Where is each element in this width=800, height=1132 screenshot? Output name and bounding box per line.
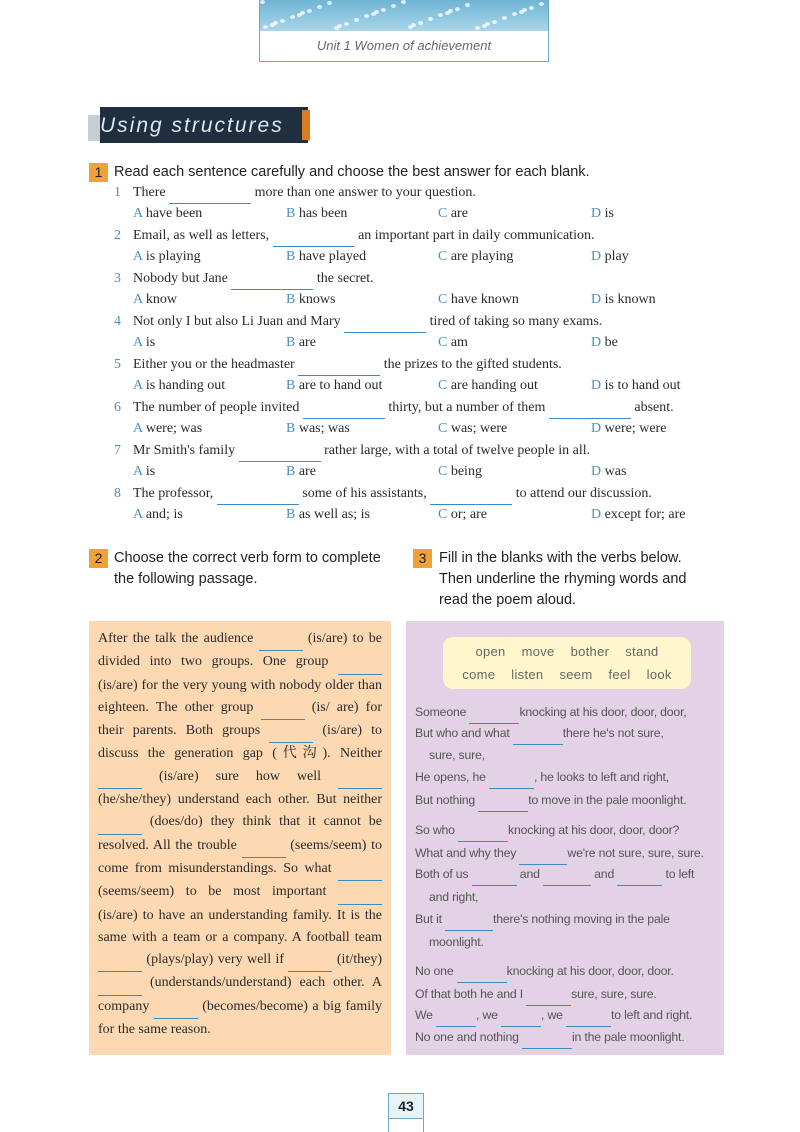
- option-text: was: [601, 464, 627, 479]
- answer-blank[interactable]: [526, 983, 571, 1006]
- section-title: Using structures: [100, 114, 284, 137]
- poem-line: [415, 983, 657, 1006]
- answer-blank[interactable]: [522, 1026, 572, 1049]
- answer-blank[interactable]: [617, 863, 662, 886]
- exercise-2-instruction: [114, 548, 381, 590]
- answer-blank[interactable]: [549, 398, 631, 419]
- question-number: 6: [114, 400, 121, 415]
- answer-option[interactable]: [591, 462, 626, 482]
- answer-option[interactable]: [591, 333, 618, 353]
- question-number: 1: [114, 185, 121, 200]
- exercise-3-instruction-line: Fill in the blanks with the verbs below.: [439, 550, 682, 566]
- question: [114, 183, 476, 204]
- option-letter: D: [591, 464, 602, 479]
- poem-text: But it: [415, 912, 446, 926]
- option-letter: C: [438, 378, 448, 393]
- poem-text: But nothing: [415, 793, 479, 807]
- option-letter: A: [133, 378, 143, 393]
- poem-text: and: [590, 867, 618, 881]
- poem-line: [429, 744, 485, 766]
- exercise-3-instruction-line: Then underline the rhyming words and: [439, 571, 687, 587]
- option-letter: C: [438, 249, 448, 264]
- option-text: is playing: [142, 249, 201, 264]
- option-letter: B: [286, 464, 296, 479]
- option-letter: A: [133, 464, 143, 479]
- answer-blank[interactable]: [273, 226, 355, 247]
- answer-blank[interactable]: [338, 766, 382, 789]
- option-text: are: [295, 335, 316, 350]
- answer-blank[interactable]: [261, 697, 305, 720]
- option-letter: D: [591, 507, 602, 522]
- answer-blank[interactable]: [513, 722, 563, 745]
- poem-text: Of that both he and I: [415, 987, 527, 1001]
- word-bank-row: [443, 644, 691, 659]
- passage-segment: (seems/seem) to be most important: [98, 884, 338, 900]
- answer-option[interactable]: [133, 505, 183, 525]
- question-text: thirty, but a number of them: [388, 400, 549, 415]
- exercise-3-instruction-line: read the poem aloud.: [439, 592, 577, 608]
- answer-option[interactable]: [133, 462, 155, 482]
- answer-option[interactable]: [286, 376, 382, 396]
- question-text: Email, as well as letters,: [133, 228, 273, 243]
- option-letter: C: [438, 335, 448, 350]
- answer-option[interactable]: [438, 247, 513, 267]
- answer-option[interactable]: [133, 419, 202, 439]
- section-banner: [88, 107, 318, 143]
- answer-blank[interactable]: [98, 949, 142, 972]
- answer-option[interactable]: [286, 505, 370, 525]
- answer-option[interactable]: [591, 204, 614, 224]
- exercise-2-number: 2: [89, 549, 108, 568]
- option-text: are playing: [447, 249, 514, 264]
- answer-option[interactable]: [438, 505, 487, 525]
- answer-blank[interactable]: [430, 484, 512, 505]
- answer-blank[interactable]: [472, 863, 517, 886]
- answer-option[interactable]: [286, 462, 316, 482]
- question: [114, 484, 652, 505]
- poem-text: to left: [662, 867, 695, 881]
- poem-text: sure, sure,: [429, 748, 485, 762]
- running-header: [259, 0, 549, 62]
- answer-option[interactable]: [438, 204, 468, 224]
- option-letter: B: [286, 335, 296, 350]
- option-text: was; was: [295, 421, 350, 436]
- option-letter: A: [133, 507, 143, 522]
- unit-title: Unit 1 Women of achievement: [316, 38, 492, 53]
- question-text: some of his assistants,: [302, 486, 431, 501]
- question-number: 2: [114, 228, 121, 243]
- question-number: 7: [114, 443, 121, 458]
- question-number: 8: [114, 486, 121, 501]
- answer-blank[interactable]: [154, 996, 198, 1019]
- poem-text: to move in the pale moonlight.: [528, 793, 687, 807]
- option-text: as well as; is: [295, 507, 370, 522]
- answer-blank[interactable]: [298, 355, 380, 376]
- option-text: or; are: [447, 507, 487, 522]
- option-text: was; were: [447, 421, 508, 436]
- option-text: were; was: [142, 421, 203, 436]
- exercise-3-instruction: [439, 548, 686, 611]
- answer-blank[interactable]: [338, 881, 382, 904]
- poem-text: sure, sure, sure.: [571, 987, 657, 1001]
- question-text: Not only I but also Li Juan and Mary: [133, 314, 345, 329]
- poem-line: [415, 960, 674, 983]
- poem-line: [415, 701, 687, 724]
- option-text: is: [142, 464, 156, 479]
- poem-text: in the pale moonlight.: [571, 1030, 685, 1044]
- option-text: is: [601, 206, 614, 221]
- poem-text: moonlight.: [429, 935, 484, 949]
- poem-text: Both of us: [415, 867, 472, 881]
- poem-text: No one: [415, 964, 457, 978]
- poem-line: [415, 722, 664, 745]
- option-text: knows: [295, 292, 336, 307]
- word-bank-item: look: [646, 667, 672, 682]
- option-letter: A: [133, 421, 143, 436]
- option-text: is: [142, 335, 156, 350]
- passage-text: [98, 628, 382, 1041]
- question: [114, 441, 590, 462]
- answer-blank[interactable]: [338, 858, 382, 881]
- answer-blank[interactable]: [543, 863, 591, 886]
- option-text: are to hand out: [295, 378, 383, 393]
- option-letter: D: [591, 378, 602, 393]
- passage-segment: (is/are) to discuss the generation gap (代沟). Neither: [98, 723, 383, 762]
- answer-blank[interactable]: [231, 269, 313, 290]
- option-letter: C: [438, 421, 448, 436]
- question: [114, 312, 602, 333]
- option-letter: B: [286, 292, 296, 307]
- answer-option[interactable]: [133, 247, 201, 267]
- word-bank-item: move: [521, 644, 555, 659]
- answer-option[interactable]: [286, 419, 350, 439]
- option-text: being: [447, 464, 482, 479]
- answer-option[interactable]: [286, 247, 366, 267]
- answer-option[interactable]: [286, 204, 347, 224]
- answer-option[interactable]: [133, 204, 202, 224]
- answer-blank[interactable]: [242, 835, 286, 858]
- exercise-3-number: 3: [413, 549, 432, 568]
- question-text: the prizes to the gifted students.: [383, 357, 562, 372]
- poem-text: to left and right.: [611, 1008, 693, 1022]
- answer-blank[interactable]: [98, 972, 142, 995]
- option-letter: A: [133, 249, 143, 264]
- answer-blank[interactable]: [98, 766, 142, 789]
- question: [114, 226, 594, 247]
- option-letter: D: [591, 206, 602, 221]
- question-text: tired of taking so many exams.: [429, 314, 603, 329]
- answer-blank[interactable]: [469, 701, 519, 724]
- poem-text: He opens, he: [415, 770, 489, 784]
- answer-option[interactable]: [133, 290, 177, 310]
- option-letter: C: [438, 206, 448, 221]
- question: [114, 398, 674, 419]
- poem-line: [415, 863, 694, 886]
- passage-segment: (is/are) for the very young with nobody older than eighteen. The other group: [98, 677, 382, 715]
- page-number-stem: [388, 1119, 424, 1132]
- option-letter: A: [133, 292, 143, 307]
- poem-text: Someone: [415, 705, 470, 719]
- option-text: and; is: [142, 507, 183, 522]
- option-letter: B: [286, 421, 296, 436]
- option-text: are: [295, 464, 316, 479]
- passage-segment: (is/ are) for their parents. Both groups: [98, 699, 382, 739]
- answer-option[interactable]: [438, 462, 482, 482]
- option-letter: D: [591, 292, 602, 307]
- question-text: more than one answer to your question.: [254, 185, 476, 200]
- question-number: 4: [114, 314, 121, 329]
- option-text: know: [142, 292, 177, 307]
- answer-blank[interactable]: [288, 949, 332, 972]
- option-text: be: [601, 335, 618, 350]
- option-text: have been: [142, 206, 203, 221]
- poem-text: knocking at his door, door, door,: [519, 705, 687, 719]
- passage-segment: (is/are) sure how well: [142, 768, 338, 784]
- answer-blank[interactable]: [478, 789, 528, 812]
- option-letter: A: [133, 206, 143, 221]
- passage-segment: (he/she/they) understand each other. But neither: [98, 792, 382, 808]
- passage-segment: (plays/play) very well if: [142, 952, 289, 968]
- poem-text: and right,: [429, 890, 479, 904]
- answer-blank[interactable]: [259, 628, 303, 651]
- answer-blank[interactable]: [457, 960, 507, 983]
- poem-line: [415, 766, 669, 789]
- poem-text: we're not sure, sure, sure.: [567, 846, 704, 860]
- passage-segment: (is/are) to be divided into two groups. One group: [98, 631, 383, 670]
- answer-blank[interactable]: [98, 811, 142, 834]
- question-text: Nobody but Jane: [133, 271, 232, 286]
- exercise-1-number: 1: [89, 163, 108, 182]
- question-number: 5: [114, 357, 121, 372]
- option-text: is known: [601, 292, 656, 307]
- answer-option[interactable]: [591, 419, 666, 439]
- answer-blank[interactable]: [303, 398, 385, 419]
- answer-blank[interactable]: [489, 766, 534, 789]
- answer-option[interactable]: [438, 376, 538, 396]
- poem-text: What and why they: [415, 846, 520, 860]
- answer-blank[interactable]: [169, 183, 251, 204]
- option-text: are: [447, 206, 468, 221]
- poem-text: and: [516, 867, 543, 881]
- poem-text: No one and nothing: [415, 1030, 522, 1044]
- answer-option[interactable]: [286, 333, 316, 353]
- option-text: have played: [295, 249, 367, 264]
- poem-text: , he looks to left and right,: [533, 770, 669, 784]
- answer-blank[interactable]: [269, 720, 313, 743]
- option-text: play: [601, 249, 629, 264]
- answer-option[interactable]: [286, 290, 335, 310]
- option-letter: D: [591, 335, 602, 350]
- option-text: has been: [295, 206, 348, 221]
- question-text: The number of people invited: [133, 400, 303, 415]
- question-text: There: [133, 185, 170, 200]
- header-water-band: [260, 0, 548, 31]
- poem-text: there's nothing moving in the pale: [493, 912, 670, 926]
- option-text: am: [447, 335, 468, 350]
- word-bank-item: stand: [625, 644, 659, 659]
- option-text: were; were: [601, 421, 667, 436]
- question-text: Either you or the headmaster: [133, 357, 299, 372]
- exercise-2-instruction-line: Choose the correct verb form to complete: [114, 550, 381, 566]
- passage-segment: (seems/seem) to come from misunderstandings. So what: [98, 837, 382, 876]
- option-text: is to hand out: [601, 378, 681, 393]
- option-letter: C: [438, 507, 448, 522]
- poem-line: [415, 908, 670, 931]
- answer-option[interactable]: [133, 376, 225, 396]
- question-number: 3: [114, 271, 121, 286]
- poem-text: We: [415, 1008, 437, 1022]
- question-text: The professor,: [133, 486, 217, 501]
- word-bank-item: seem: [559, 667, 593, 682]
- exercise-1-instruction: Read each sentence carefully and choose the best answer for each blank.: [114, 164, 590, 180]
- question-text: an important part in daily communication.: [358, 228, 595, 243]
- passage-segment: (is/are) to have an understanding family. It is the same with a team or a company. A football team: [98, 907, 382, 945]
- option-letter: B: [286, 378, 296, 393]
- option-text: except for; are: [601, 507, 686, 522]
- passage-segment: (it/they): [332, 952, 382, 968]
- answer-blank[interactable]: [445, 908, 493, 931]
- exercise-2-instruction-line: the following passage.: [114, 571, 258, 587]
- passage-segment: (does/do) they think that it cannot be resolved. All the trouble: [98, 814, 382, 853]
- option-letter: A: [133, 335, 143, 350]
- option-text: have known: [447, 292, 519, 307]
- poem-text: But who and what: [415, 726, 513, 740]
- poem-line: [429, 886, 478, 908]
- option-letter: B: [286, 507, 296, 522]
- poem-text: there he's not sure,: [562, 726, 664, 740]
- word-bank-item: bother: [570, 644, 610, 659]
- answer-blank[interactable]: [217, 484, 299, 505]
- passage-segment: After the talk the audience: [98, 631, 259, 646]
- question-text: rather large, with a total of twelve people in all.: [324, 443, 591, 458]
- option-letter: D: [591, 249, 602, 264]
- passage-segment: (becomes/become) a big family for the same reason.: [98, 998, 382, 1038]
- option-letter: D: [591, 421, 602, 436]
- answer-option[interactable]: [591, 505, 685, 525]
- poem-line: [415, 842, 704, 865]
- word-bank-item: listen: [511, 667, 544, 682]
- poem-line: [415, 789, 686, 812]
- option-letter: C: [438, 292, 448, 307]
- answer-blank[interactable]: [239, 441, 321, 462]
- question-text: absent.: [634, 400, 674, 415]
- answer-option[interactable]: [133, 333, 155, 353]
- word-bank-item: open: [475, 644, 506, 659]
- passage-segment: (understands/understand) each other. A company: [98, 975, 382, 1014]
- poem-line: [415, 819, 679, 842]
- option-text: is handing out: [142, 378, 226, 393]
- answer-option[interactable]: [591, 290, 656, 310]
- answer-blank[interactable]: [344, 312, 426, 333]
- answer-option[interactable]: [591, 247, 629, 267]
- question-text: Mr Smith's family: [133, 443, 239, 458]
- poem-text: knocking at his door, door, door?: [508, 823, 680, 837]
- answer-option[interactable]: [438, 290, 519, 310]
- option-text: are handing out: [447, 378, 538, 393]
- poem-line: [415, 1004, 692, 1027]
- answer-blank[interactable]: [458, 819, 508, 842]
- word-bank-item: feel: [608, 667, 631, 682]
- answer-blank[interactable]: [436, 1004, 476, 1027]
- answer-blank[interactable]: [519, 842, 567, 865]
- answer-option[interactable]: [591, 376, 680, 396]
- poem-line: [429, 931, 484, 953]
- option-letter: C: [438, 464, 448, 479]
- answer-blank[interactable]: [501, 1004, 541, 1027]
- poem-text: , we: [476, 1008, 502, 1022]
- question: [114, 269, 374, 290]
- question: [114, 355, 562, 376]
- word-bank-row: [443, 667, 691, 682]
- word-bank-item: come: [462, 667, 496, 682]
- answer-option[interactable]: [438, 419, 507, 439]
- answer-blank[interactable]: [338, 651, 382, 674]
- question-text: to attend our discussion.: [515, 486, 652, 501]
- page-number: 43: [388, 1093, 424, 1119]
- answer-option[interactable]: [438, 333, 468, 353]
- question-text: the secret.: [316, 271, 374, 286]
- poem-text: So who: [415, 823, 459, 837]
- poem-text: , we: [541, 1008, 567, 1022]
- option-letter: B: [286, 249, 296, 264]
- answer-blank[interactable]: [566, 1004, 611, 1027]
- poem-line: [415, 1026, 684, 1049]
- poem-text: knocking at his door, door, door.: [506, 964, 674, 978]
- option-letter: B: [286, 206, 296, 221]
